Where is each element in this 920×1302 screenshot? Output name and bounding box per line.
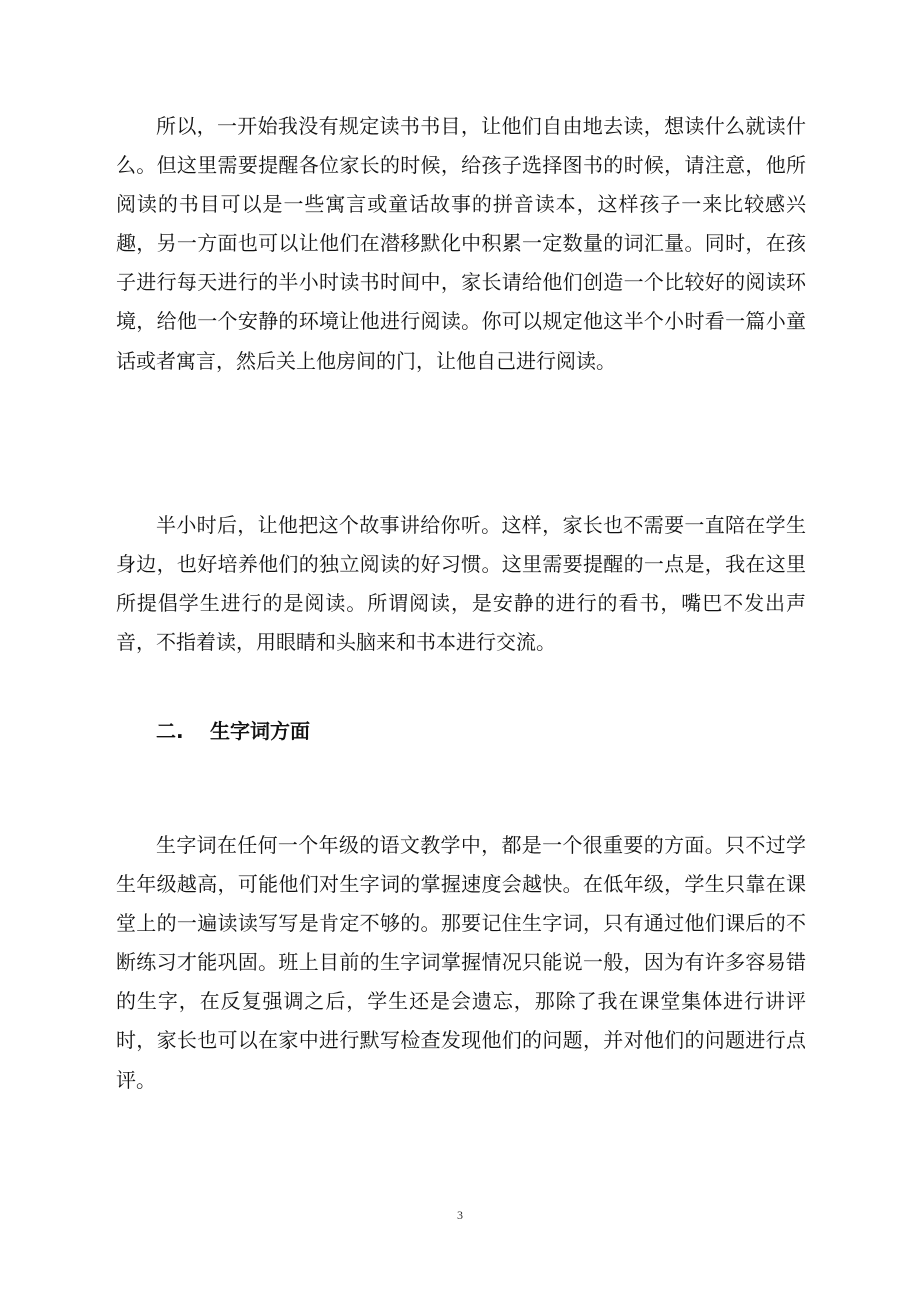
body-paragraph-2: 半小时后，让他把这个故事讲给你听。这样，家长也不需要一直陪在学生身边，也好培养他们的独立阅读的好习惯。这里需要提醒的一点是，我在这里所提倡学生进行的是阅读。所谓阅读，是安静的进行的看书，嘴巴不发出声音，不指着读，用眼睛和头脑来和书本进行交流。 [116, 513, 806, 655]
page-number: 3 [457, 1208, 463, 1222]
section-heading [156, 712, 310, 751]
section-title: 生字词方面 [210, 719, 310, 743]
section-number: 二. [156, 719, 184, 743]
body-paragraph-3: 生字词在任何一个年级的语文教学中，都是一个很重要的方面。只不过学生年级越高，可能他们对生字词的掌握速度会越快。在低年级，学生只靠在课堂上的一遍读读写写是肯定不够的。那要记住生字词，只有通过他们课后的不断练习才能巩固。班上目前的生字词掌握情况只能说一般，因为有许多容易错的生字，在反复强调之后，学生还是会遗忘，那除了我在课堂集体进行讲评时，家长也可以在家中进行默写检查发现他们的问题，并对他们的问题进行点评。 [116, 833, 806, 1092]
body-paragraph-1: 所以，一开始我没有规定读书书目，让他们自由地去读，想读什么就读什么。但这里需要提醒各位家长的时候，给孩子选择图书的时候，请注意，他所阅读的书目可以是一些寓言或童话故事的拼音读本，这样孩子一来比较感兴趣，另一方面也可以让他们在潜移默化中积累一定数量的词汇量。同时，在孩子进行每天进行的半小时读书时间中，家长请给他们创造一个比较好的阅读环境，给他一个安静的环境让他进行阅读。你可以规定他这半个小时看一篇小童话或者寓言，然后关上他房间的门，让他自己进行阅读。 [116, 114, 806, 373]
